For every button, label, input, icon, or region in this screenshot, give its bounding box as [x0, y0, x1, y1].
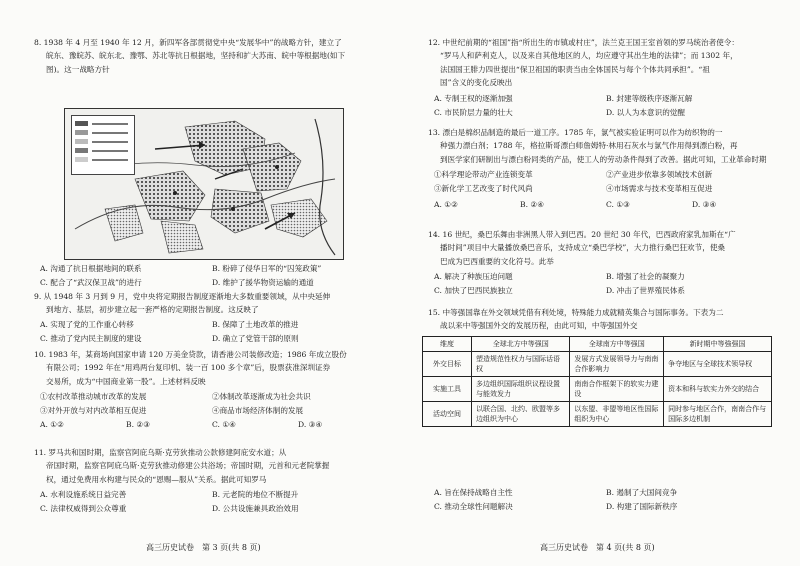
option-a[interactable]: A. 实现了党的工作重心转移: [40, 320, 134, 329]
option-d[interactable]: D. 冲击了世界殖民体系: [606, 286, 685, 295]
option-b[interactable]: B. 粉碎了侵华日军的“囚笼政策”: [212, 264, 322, 273]
statement-4: ④市场需求与技术变革相互促进: [606, 184, 713, 193]
question-11-stem: 11. 罗马共和国时期，监察官阿庇乌斯·克劳狄推动公款修建阿庇安水道；从 帝国时期，监察官阿庇乌斯·克劳狄推动修建公共浴场；帝国时期，元首和元老院掌握 权，通过免费用水构建与民众的“恩赐—服从”关系。据此可知罗马: [34, 448, 330, 484]
statement-1: ①科学理论带动产业连锁变革: [434, 170, 533, 179]
question-15-stem: 15. 中等强国靠在外交领域凭借有利处境，特殊能力成就精英集合与国际事务。下表为二 战以来中等强国外交的发展历程，由此可知，中等强国外交: [428, 308, 724, 331]
table-cell: 实施工具: [423, 377, 472, 402]
page-footer: 高三历史试卷 第 4 页(共 8 页): [540, 543, 655, 552]
table-cell: 发展方式发展领导力与南南合作影响力: [570, 352, 664, 377]
option-a[interactable]: A. 水利设施系统日益完善: [40, 490, 127, 499]
option-d[interactable]: D. ③④: [298, 420, 323, 429]
table-cell: 争夺地区与全球技术领导权: [664, 352, 772, 377]
option-c[interactable]: C. 市民阶层力量的壮大: [434, 108, 513, 117]
table-cell: 活动空间: [423, 402, 472, 427]
table-header-row: [423, 337, 772, 352]
question-10-stem: 10. 1983 年，某商场向国家申请 120 万美金贷款，请香港公司装修改造；1986 年成立股份 有限公司；1992 年在“用鸡两台复印机、装一百 100 多个章”后，股票获准深圳证券 交易所，成为“中国商业第一股”。上述材料反映: [34, 350, 347, 386]
exam-page-4: [400, 0, 800, 566]
statement-3: ③对外开放与对内改革相互促进: [40, 406, 147, 415]
option-a[interactable]: A. ①②: [40, 420, 64, 429]
new-fourth-army-base-map: [64, 108, 344, 260]
question-13-options: [434, 198, 784, 212]
question-8-options: [40, 262, 380, 292]
option-b[interactable]: B. 保障了土地改革的推进: [212, 320, 299, 329]
option-b[interactable]: B. 增强了社会的凝聚力: [606, 272, 685, 281]
question-12-options: [434, 92, 784, 122]
table-cell: 以东盟、非盟等地区性国际组织为中心: [570, 402, 664, 427]
statement-3: ③新化学工艺改变了时代风尚: [434, 184, 533, 193]
statement-2: ②体制改革逐渐成为社会共识: [212, 392, 311, 401]
question-9-stem: 9. 从 1948 年 3 月到 9 月，党中央将定期报告制度逐渐地大多数重要领域，从中央延伸 到地方、基层，初步建立起一套严格的定期报告制度。这反映了: [34, 292, 331, 315]
option-d[interactable]: D. ③④: [692, 200, 717, 209]
map-legend: [71, 115, 135, 175]
question-14-stem: 14. 16 世纪，桑巴乐舞由非洲黑人带入到巴西。20 世纪 30 年代，巴西政府家乳加斯在“广 播时间”项目中大量播放桑巴音乐，支持成立“桑巴学校”，大力推行桑巴狂欢节，使桑 巴成为巴西重要的文化符号。此举: [428, 230, 736, 266]
option-d[interactable]: D. 构建了国际新秩序: [606, 502, 678, 511]
option-b[interactable]: B. 遏制了大国间竞争: [606, 488, 678, 497]
question-11-options: [40, 488, 380, 518]
question-9-options: [40, 318, 380, 348]
table-header-cell: 维度: [423, 337, 472, 352]
option-d[interactable]: D. 确立了党管干部的原则: [212, 334, 299, 343]
question-12-stem: 12. 中世纪前期的“祖国”指“所出生的市镇或村庄”，法兰克王国王室首领的罗马统治者使令： “罗马人和萨利克人，以及来自其他地区的人，均应遵守其出生地的法律”；而 1302 年， 法国国王腓力四世提出“保卫祖国的职责当由全体国民与每个个体共同承担”。“祖 国”含义的变化反映出: [428, 38, 739, 88]
table-cell: 南南合作框架下的软实力建设: [570, 377, 664, 402]
option-c[interactable]: C. 法律权威得到公众尊重: [40, 504, 127, 513]
question-13-statements: [434, 168, 784, 198]
option-c[interactable]: C. 推动了党内民主制度的建设: [40, 334, 142, 343]
page-footer: 高三历史试卷 第 3 页(共 8 页): [146, 543, 261, 552]
table-header-cell: 全球南方中等强国: [570, 337, 664, 352]
table-cell: 同时参与地区合作，南南合作与国际多边机制: [664, 402, 772, 427]
option-c[interactable]: C. 配合了“武汉保卫战”的进行: [40, 278, 142, 287]
table-row: [423, 377, 772, 402]
option-c[interactable]: C. 推动全球性问题解决: [434, 502, 513, 511]
table-header-cell: 新时期中等強强国: [664, 337, 772, 352]
table-cell: 塑造规范性权力与国际话语权: [472, 352, 570, 377]
table-header-cell: 全球北方中等强国: [472, 337, 570, 352]
option-a[interactable]: A. 解决了种族压迫问题: [434, 272, 513, 281]
table-row: [423, 402, 772, 427]
option-a[interactable]: A. 沟通了抗日根据地间的联系: [40, 264, 142, 273]
statement-2: ②产业进步依靠多领域技术创新: [606, 170, 713, 179]
question-13-stem: 13. 漂白是棉织品制造的最后一道工序。1785 年，氯气被实验证明可以作为纺织物的一 种强力漂白剂；1788 年，格拉斯哥漂白师詹姆特·林用石灰水与氯气作用得到漂白粉，再 到医学家们研制出与漂白粉同类的产品，使工人的劳动条件得到了改善。据此可知，工业革命时期: [428, 128, 767, 164]
option-d[interactable]: D. 维护了援华物资运输的通道: [212, 278, 314, 287]
question-15-options: [434, 486, 784, 516]
table-cell: 以联合国、北约、欧盟等多边组织为中心: [472, 402, 570, 427]
option-c[interactable]: C. ①④: [212, 420, 236, 429]
option-a[interactable]: A. ①②: [434, 200, 458, 209]
middle-power-diplomacy-table: [422, 336, 772, 427]
question-10-options: [40, 418, 380, 432]
table-cell: 多边组织国际组织议程设置与能效发力: [472, 377, 570, 402]
option-d[interactable]: D. 以人为本意识的觉醒: [606, 108, 685, 117]
option-b[interactable]: B. 封建等级秩序逐渐瓦解: [606, 94, 693, 103]
option-d[interactable]: D. 公共设施兼具政治效用: [212, 504, 299, 513]
statement-1: ①农村改革推动城市改革的发展: [40, 392, 147, 401]
option-a[interactable]: A. 专制王权的逐渐加强: [434, 94, 513, 103]
option-a[interactable]: A. 旨在保持战略自主性: [434, 488, 513, 497]
table-cell: 外交目标: [423, 352, 472, 377]
statement-4: ④商品市场经济体制的发展: [212, 406, 304, 415]
table-row: [423, 352, 772, 377]
option-c[interactable]: C. ①③: [606, 200, 630, 209]
question-14-options: [434, 270, 784, 300]
option-b[interactable]: B. ②③: [126, 420, 151, 429]
option-b[interactable]: B. ②④: [520, 200, 545, 209]
table-cell: 资本和科与软实力外交的结合: [664, 377, 772, 402]
question-8-stem: 8. 1938 年 4 月至 1940 年 12 月，新四军各部贯彻党中央“发展华中”的战略方针，建立了 皖东、豫皖苏、皖东北、豫鄂、苏北等抗日根据地，坚持和扩大苏南、皖中等根据地(如下 图)。这一战略方针: [34, 38, 346, 74]
option-c[interactable]: C. 加快了巴西民族独立: [434, 286, 513, 295]
option-b[interactable]: B. 元老院的地位不断提升: [212, 490, 299, 499]
